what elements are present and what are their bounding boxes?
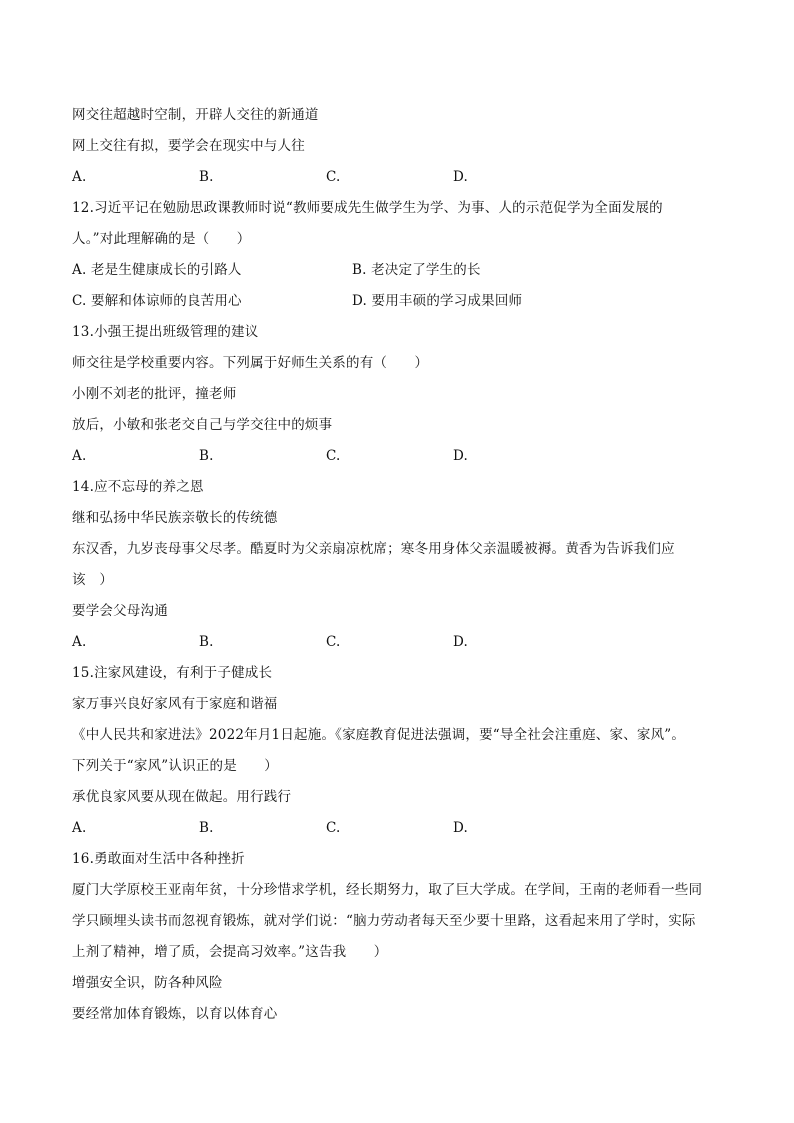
text-line: 小刚不刘老的批评，撞老师 [72,386,237,402]
question-13-stem: 师交往是学校重要内容。下列属于好师生关系的有（ ） [72,355,429,371]
option-c: C. [326,448,341,464]
answer-options [72,441,732,472]
option-d: D. [453,634,469,650]
text-line: 家万事兴良好家风有于家庭和谐福 [72,696,278,712]
question-16-stem-cont: 上剂了精神，增了质，会提高习效率。”这告我 ） [72,944,388,960]
text-line: 继和弘扬中华民族亲敬长的传统德 [72,510,278,526]
option-c: C. [326,634,341,650]
question-15-head: 15.注家风建设，有利于子健成长 [72,665,273,681]
option-b: B. 老决定了学生的长 [352,262,481,278]
option-b: B. [199,448,214,464]
option-b: B. [199,820,214,836]
question-16-head: 16.勇敢面对生活中各种挫折 [72,851,245,867]
option-a: A. [72,634,87,650]
text-line: 放后，小敏和张老交自己与学交往中的烦事 [72,417,333,433]
question-15-stem-cont: 下列关于“家风”认识正的是 ） [72,758,279,774]
option-a: A. 老是生健康成长的引路人 [72,262,242,278]
question-14-stem-cont: 该 ） [72,572,114,588]
option-d: D. [453,820,469,836]
text-line: 增强安全识，防各种风险 [72,975,223,991]
answer-options [72,813,732,844]
text-line: 承优良家风要从现在做起。用行践行 [72,789,292,805]
question-16-stem-cont: 学只顾埋头读书而忽视育锻炼，就对学们说：“脑力劳动者每天至少要十里路，这看起来用了学时，实际 [72,913,696,929]
text-line: 网交往超越时空制，开辟人交往的新通道 [72,107,319,123]
question-16-stem: 厦门大学原校王亚南年贫，十分珍惜求学机，经长期努力，取了巨大学成。在学间，王南的老师看一些同 [72,882,703,898]
answer-options [72,255,732,286]
option-c: C. [326,820,341,836]
answer-options [72,627,732,658]
question-12-stem-cont: 人。”对此理解确的是（ ） [72,231,251,247]
exam-page [72,100,732,1030]
option-b: B. [199,634,214,650]
question-14-stem: 东汉香，九岁丧母事父尽孝。酷夏时为父亲扇凉枕席；寒冬用身体父亲温暖被褥。黄香为告诉我们应 [72,541,675,557]
option-b: B. [199,169,214,185]
answer-options [72,286,732,317]
question-15-stem: 《中人民共和家进法》2022年月1日起施。《家庭教育促进法强调，要“导全社会注重庭、家、家风”。 [72,727,686,743]
question-14-head: 14.应不忘母的养之恩 [72,479,204,495]
option-c: C. 要解和体谅师的良苦用心 [72,293,242,309]
option-a: A. [72,169,87,185]
option-a: A. [72,820,87,836]
text-line: 要学会父母沟通 [72,603,168,619]
question-12-stem: 12.习近平记在勉励思政课教师时说“教师要成先生做学生为学、为事、人的示范促学为全面发展的 [72,200,663,216]
option-d: D. 要用丰硕的学习成果回师 [352,293,523,309]
option-d: D. [453,169,469,185]
option-a: A. [72,448,87,464]
option-d: D. [453,448,469,464]
text-line: 网上交往有拟，要学会在现实中与人往 [72,138,305,154]
answer-options [72,162,732,193]
question-13-head: 13.小强王提出班级管理的建议 [72,324,259,340]
option-c: C. [326,169,341,185]
text-line: 要经常加体育锻炼，以育以体育心 [72,1006,278,1022]
